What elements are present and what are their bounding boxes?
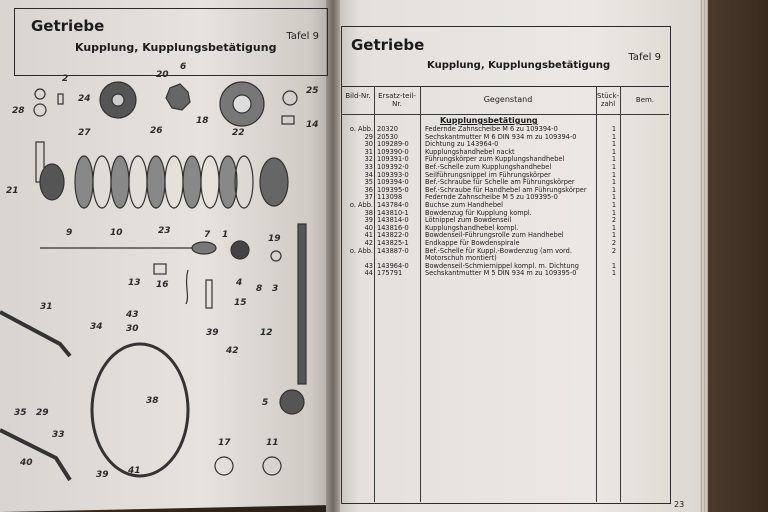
right-page-subtitle: Kupplung, Kupplungsbetätigung [427, 60, 611, 71]
callout-20: 20 [156, 70, 169, 80]
cell-ersatzteil-nr: 143964-0 [377, 261, 409, 270]
cell-bild-nr: 35 [364, 178, 373, 187]
cell-stueckzahl: 1 [611, 193, 617, 202]
col-header-bild: Bild-Nr. [345, 92, 371, 100]
cell-bild-nr: 39 [364, 216, 373, 225]
callout-35: 35 [14, 408, 27, 418]
cell-bild-nr: 31 [364, 147, 373, 156]
cell-gegenstand: Bef.-Schraube für Schelle am Führungskörper [425, 178, 575, 187]
part-31-lever [0, 312, 70, 356]
callout-38: 38 [146, 396, 159, 406]
cell-gegenstand: Führungskörper zum Kupplungshandhebel [425, 155, 565, 164]
cell-ersatzteil-nr: 109392-0 [377, 162, 409, 171]
table-row [343, 248, 667, 256]
cell-stueckzahl: 1 [611, 147, 617, 156]
callout-16: 16 [156, 280, 169, 290]
callout-39b: 39 [96, 470, 109, 480]
book-spine [326, 0, 340, 512]
callout-25: 25 [306, 86, 319, 96]
right-page-tafel: Tafel 9 [628, 52, 661, 63]
callout-2: 2 [62, 74, 69, 84]
cell-ersatzteil-nr: 175791 [377, 269, 403, 278]
cell-stueckzahl: 1 [611, 132, 617, 141]
part-24-pin [58, 94, 63, 104]
cell-bild-nr: 42 [364, 238, 373, 247]
cell-stueckzahl: 1 [611, 269, 617, 278]
col-header-ersatzteil: Ersatz-teil-Nr. [378, 92, 416, 108]
callout-39: 39 [206, 328, 219, 338]
cell-ersatzteil-nr: 20320 [377, 125, 398, 133]
cell-bild-nr: 37 [364, 193, 373, 202]
left-page-header [14, 8, 328, 76]
right-page-header [341, 26, 669, 87]
callout-11: 11 [266, 438, 279, 448]
page-number: 23 [674, 500, 685, 509]
part-11-washer [263, 457, 281, 475]
cell-stueckzahl: 2 [611, 238, 617, 247]
callout-17: 17 [218, 438, 231, 448]
cell-gegenstand: Kupplungshandhebel kompl. [425, 223, 519, 232]
part-15-spring [206, 280, 212, 308]
cell-ersatzteil-nr: 143810-1 [377, 208, 409, 217]
part-2-washer [35, 89, 45, 99]
part-12-chain [298, 224, 306, 384]
cell-bild-nr: o. Abb. [349, 200, 373, 209]
callout-9: 9 [66, 228, 73, 238]
cell-ersatzteil-nr: 143814-0 [377, 216, 409, 225]
section-heading: Kupplungsbetätigung [440, 116, 538, 125]
part-25-ring [283, 91, 297, 105]
callout-29: 29 [36, 408, 49, 418]
callout-14: 14 [306, 120, 319, 130]
part-21-gear [40, 164, 64, 200]
part-7-spring [192, 242, 216, 254]
part-16-lever [186, 270, 188, 304]
callout-33: 33 [52, 430, 65, 440]
cell-stueckzahl: 1 [611, 208, 617, 217]
cell-ersatzteil-nr: 109289-0 [377, 140, 409, 149]
cell-stueckzahl: 1 [611, 162, 617, 171]
cell-stueckzahl: 1 [611, 170, 617, 179]
left-page-tafel: Tafel 9 [286, 31, 319, 42]
callout-19: 19 [268, 234, 281, 244]
callout-31: 31 [40, 302, 53, 312]
callout-6: 6 [180, 62, 187, 72]
part-13-bush [154, 264, 166, 274]
part-6-star [166, 84, 190, 110]
cell-ersatzteil-nr: 143822-0 [377, 231, 409, 240]
cell-ersatzteil-nr: 109391-0 [377, 155, 409, 164]
cell-gegenstand: Federnde Zahnscheibe M 5 zu 109395-0 [425, 193, 558, 202]
cell-ersatzteil-nr: 143784-0 [377, 200, 409, 209]
cell-bild-nr: 33 [364, 162, 373, 171]
cell-bild-nr: 38 [364, 208, 373, 217]
cell-bild-nr: o. Abb. [349, 125, 373, 133]
cell-gegenstand: Seilführungsnippel im Führungskörper [425, 170, 551, 179]
cell-ersatzteil-nr: 143887-0 [377, 246, 409, 255]
cell-stueckzahl: 2 [611, 246, 617, 255]
cell-bild-nr: 30 [364, 140, 373, 149]
cell-gegenstand: Dichtung zu 143964-0 [425, 140, 499, 149]
cell-gegenstand: Lötnippel zum Bowdenseil [425, 216, 512, 225]
callout-43: 43 [126, 310, 139, 320]
callout-15: 15 [234, 298, 247, 308]
callout-8: 8 [256, 284, 263, 294]
callout-23: 23 [158, 226, 171, 236]
cell-bild-nr: 32 [364, 155, 373, 164]
callout-1: 1 [222, 230, 229, 240]
part-5-sprocket [280, 390, 304, 414]
cell-stueckzahl: 1 [611, 155, 617, 164]
cell-ersatzteil-nr: 109390-0 [377, 147, 409, 156]
cell-gegenstand: Sechskantmutter M 5 DIN 934 m zu 109395-0 [425, 269, 577, 278]
callout-40: 40 [20, 458, 33, 468]
part-19-hub [260, 158, 288, 206]
callout-7: 7 [204, 230, 211, 240]
cell-gegenstand: Bowdenseil-Schmiernippel kompl. m. Dichtung [425, 261, 579, 270]
cell-stueckzahl: 1 [611, 125, 617, 133]
left-page-title: Getriebe [31, 17, 105, 35]
cell-ersatzteil-nr: 143816-0 [377, 223, 409, 232]
part-14-bush [282, 116, 294, 124]
cell-bild-nr: 29 [364, 132, 373, 141]
cell-gegenstand: Bowdenseil-Führungsrolle zum Handhebel [425, 231, 564, 240]
cell-bild-nr: 43 [364, 261, 373, 270]
cell-bild-nr: 36 [364, 185, 373, 194]
callout-27: 27 [78, 128, 91, 138]
callout-34: 34 [90, 322, 103, 332]
callout-24: 24 [78, 94, 91, 104]
cell-bild-nr: 41 [364, 231, 373, 240]
cell-gegenstand: Bef.-Schelle für Kuppl.-Bowdenzug (am vord. [425, 246, 572, 255]
cell-bild-nr: 44 [364, 269, 373, 278]
cell-ersatzteil-nr: 20530 [377, 132, 398, 141]
cell-bild-nr: 40 [364, 223, 373, 232]
cell-gegenstand: Motorschuh montiert) [425, 254, 497, 263]
part-28-ring [34, 104, 46, 116]
cell-gegenstand: Buchse zum Handhebel [425, 200, 503, 209]
col-header-stueckzahl: Stück-zahl [597, 92, 620, 108]
callout-42: 42 [226, 346, 239, 356]
cell-stueckzahl: 1 [611, 185, 617, 194]
left-page-subtitle: Kupplung, Kupplungsbetätigung [75, 41, 277, 54]
callout-22: 22 [232, 128, 245, 138]
cell-gegenstand: Federnde Zahnscheibe M 6 zu 109394-0 [425, 125, 558, 133]
part-1-disc [231, 241, 249, 259]
callout-26: 26 [150, 126, 163, 136]
callout-28: 28 [12, 106, 25, 116]
cell-gegenstand: Sechskantmutter M 6 DIN 934 m zu 109394-0 [425, 132, 577, 141]
part-38-cable [92, 344, 188, 476]
callout-3: 3 [272, 284, 279, 294]
part-3-ball [271, 251, 281, 261]
callout-10: 10 [110, 228, 123, 238]
parts-table-body [343, 126, 667, 278]
cell-gegenstand: Bef.-Schelle zum Kupplungshandhebel [425, 162, 552, 171]
cell-gegenstand: Endkappe für Bowdenspirale [425, 238, 520, 247]
cell-stueckzahl: 1 [611, 200, 617, 209]
cell-bild-nr: o. Abb. [349, 246, 373, 255]
callout-5: 5 [262, 398, 269, 408]
callout-30: 30 [126, 324, 139, 334]
col-header-bem: Bem. [635, 96, 655, 104]
part-17-washer [215, 457, 233, 475]
cell-stueckzahl: 1 [611, 261, 617, 270]
callout-4: 4 [236, 278, 243, 288]
cell-stueckzahl: 2 [611, 216, 617, 225]
clutch-plates [75, 156, 253, 208]
cell-gegenstand: Bowdenzug für Kupplung kompl. [425, 208, 532, 217]
callout-41: 41 [128, 466, 141, 476]
cell-stueckzahl: 1 [611, 231, 617, 240]
table-row [343, 270, 667, 278]
callout-18: 18 [196, 116, 209, 126]
callout-21: 21 [6, 186, 19, 196]
cell-ersatzteil-nr: 109394-0 [377, 178, 409, 187]
cell-stueckzahl: 1 [611, 223, 617, 232]
cell-ersatzteil-nr: 109395-0 [377, 185, 409, 194]
right-page-title: Getriebe [351, 36, 425, 54]
callout-12: 12 [260, 328, 273, 338]
cell-gegenstand: Bef.-Schraube für Handhebel am Führungskörper [425, 185, 587, 194]
callout-13: 13 [128, 278, 141, 288]
cell-stueckzahl: 1 [611, 140, 617, 149]
cell-stueckzahl: 1 [611, 178, 617, 187]
cell-ersatzteil-nr: 113098 [377, 193, 403, 202]
cell-bild-nr: 34 [364, 170, 373, 179]
col-header-gegenstand: Gegenstand [483, 95, 533, 104]
cell-ersatzteil-nr: 143825-1 [377, 238, 409, 247]
cell-gegenstand: Kupplungshandhebel nackt [425, 147, 515, 156]
cell-ersatzteil-nr: 109393-0 [377, 170, 409, 179]
